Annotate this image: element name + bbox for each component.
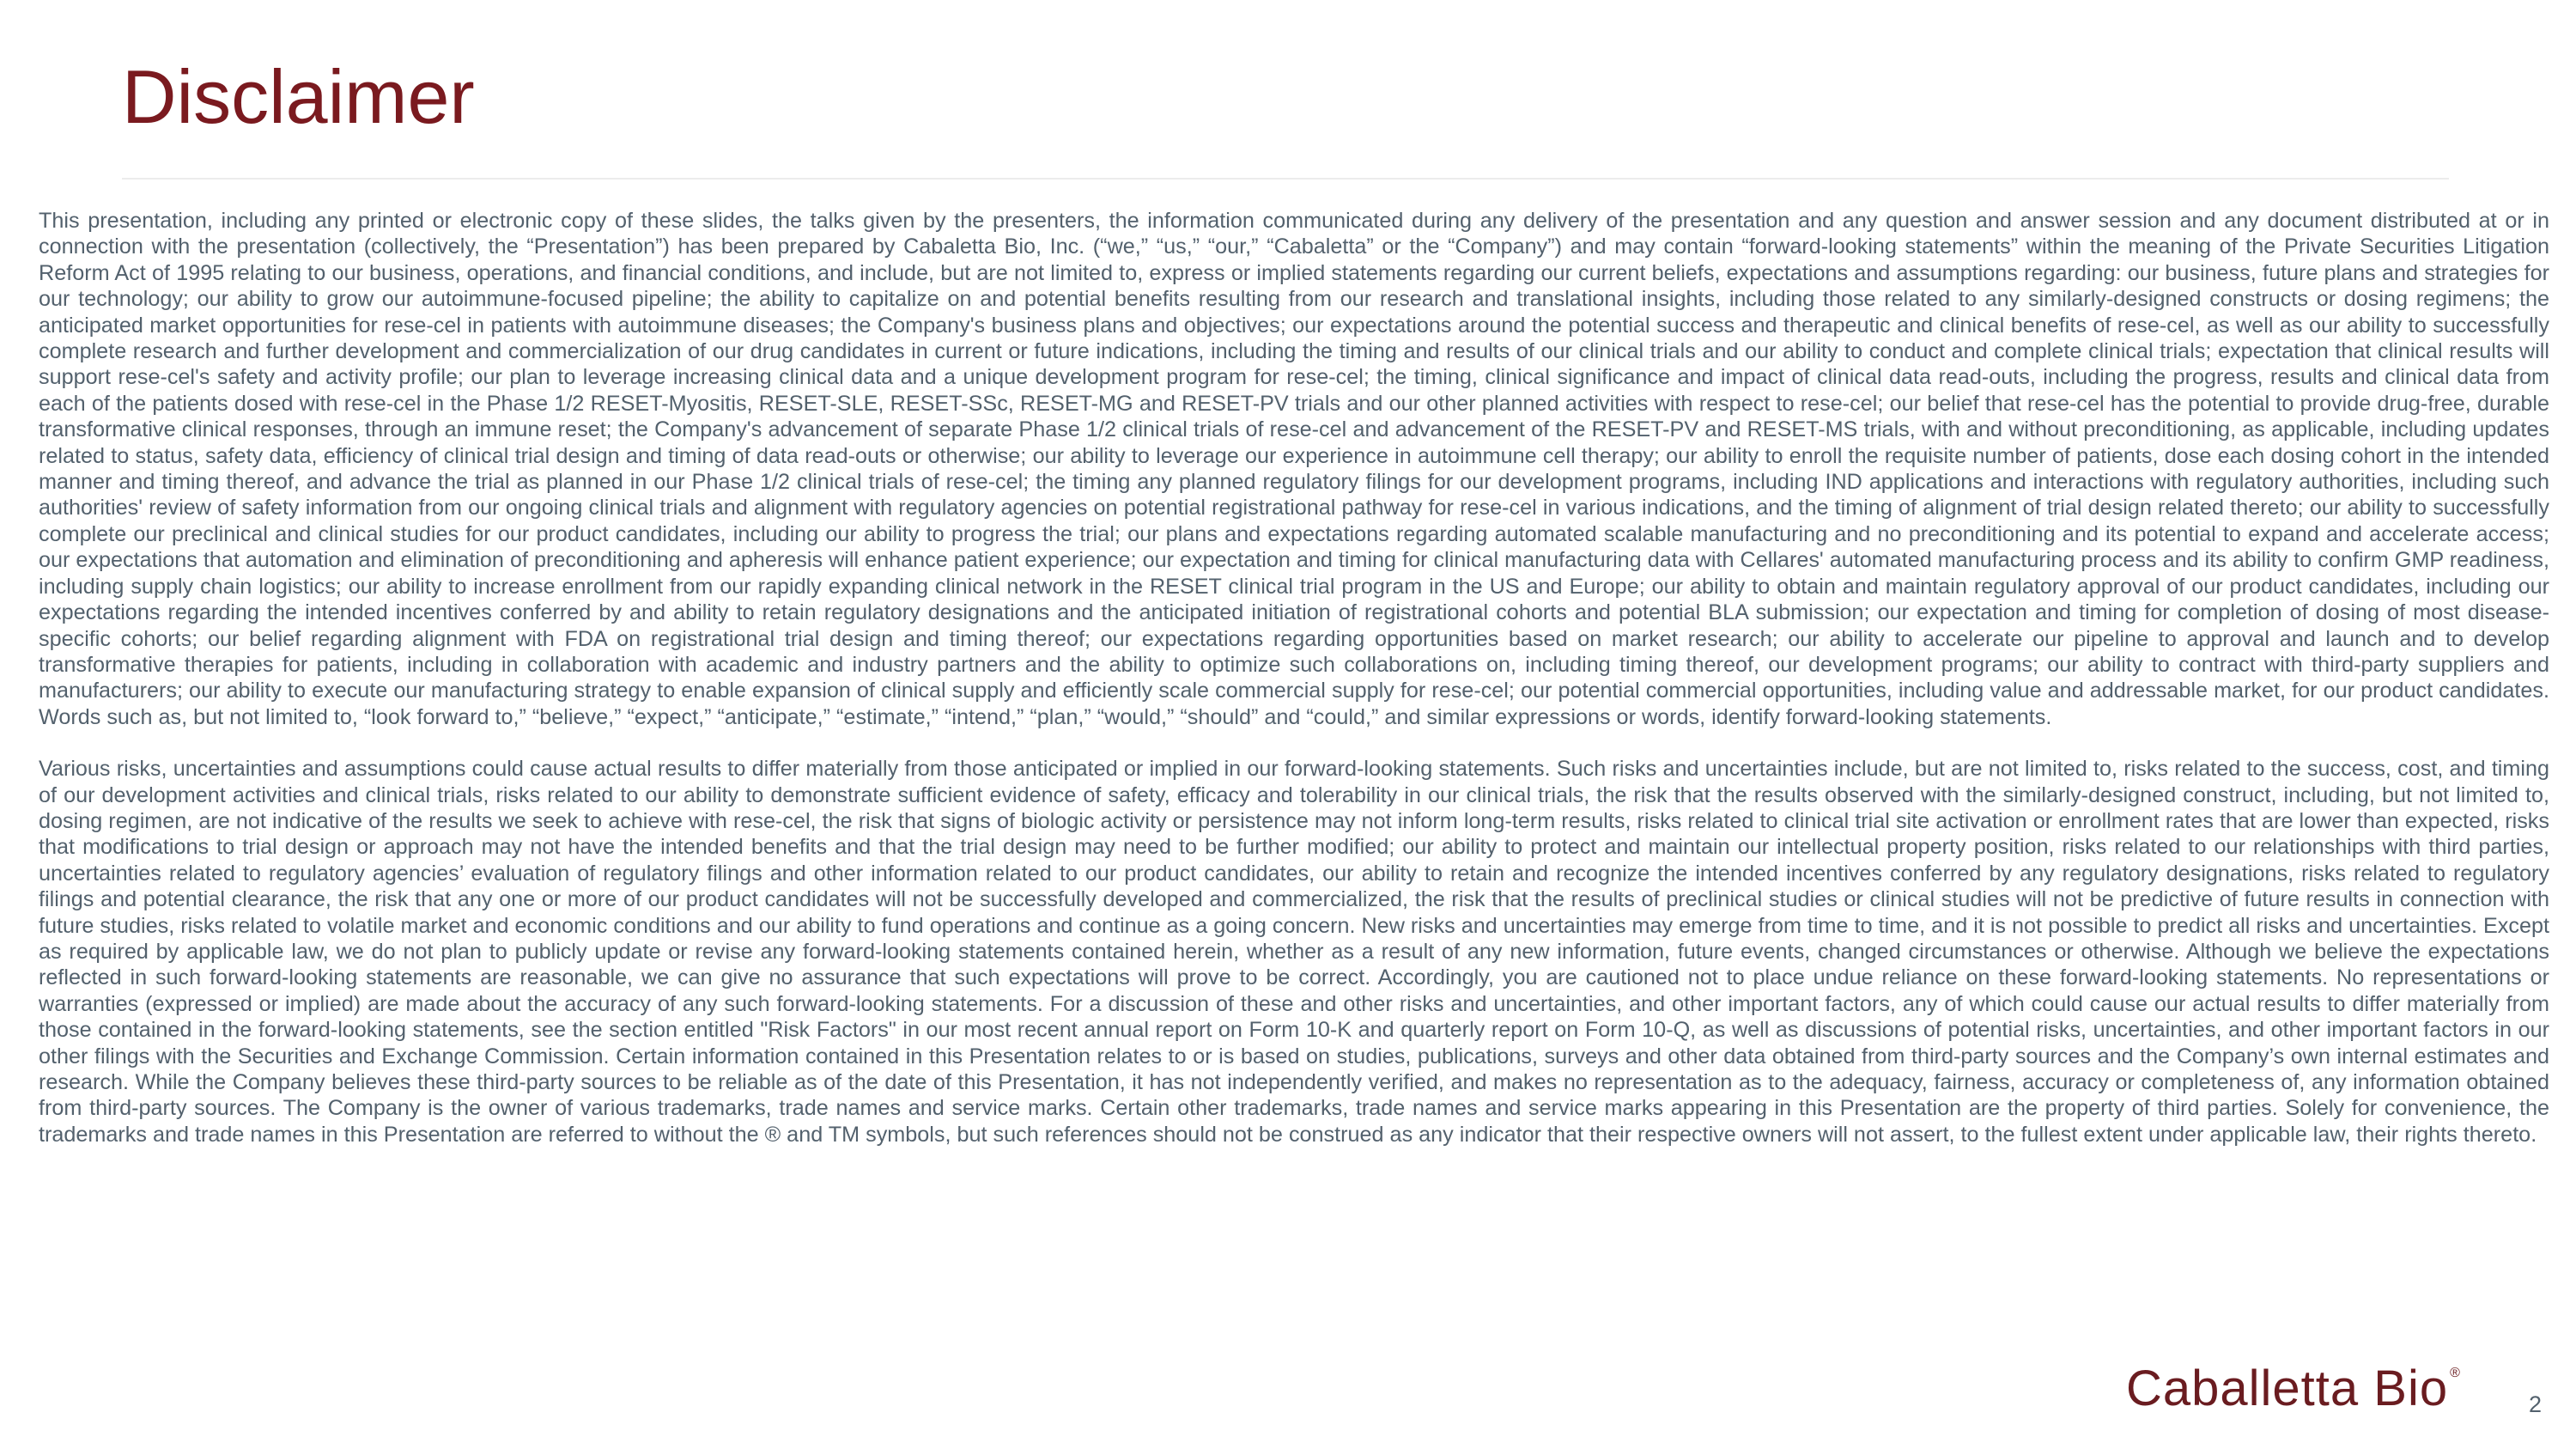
disclaimer-body [39,208,2549,1148]
title-divider [122,178,2449,180]
disclaimer-paragraph-forward-looking: This presentation, including any printed or electronic copy of these slides, the talks given by the presenters, the information communicated during any delivery of the presentation and any question and answer session and any document distributed at or in connection with the presentation (collectively, the “Presentation”) has been prepared by Cabaletta Bio, Inc. (“we,” “us,” “our,” “Cabaletta” or the “Company”) and may contain “forward-looking statements” within the meaning of the Private Securities Litigation Reform Act of 1995 relating to our business, operations, and financial conditions, and include, but are not limited to, express or implied statements regarding our current beliefs, expectations and assumptions regarding: our business, future plans and strategies for our technology; our ability to grow our autoimmune-focused pipeline; the ability to capitalize on and potential benefits resulting from our research and translational insights, including those related to any similarly-designed constructs or dosing regimens; the anticipated market opportunities for rese-cel in patients with autoimmune diseases; the Company's business plans and objectives; our expectations around the potential success and therapeutic and clinical benefits of rese-cel, as well as our ability to successfully complete research and further development and commercialization of our drug candidates in current or future indications, including the timing and results of our clinical trials and our ability to conduct and complete clinical trials; expectation that clinical results will support rese-cel's safety and activity profile; our plan to leverage increasing clinical data and a unique development program for rese-cel; the timing, clinical significance and impact of clinical data read-outs, including the progress, results and clinical data from each of the patients dosed with rese-cel in the Phase 1/2 RESET-Myositis, RESET-SLE, RESET-SSc, RESET-MG and RESET-PV trials and our other planned activities with respect to rese-cel; our belief that rese-cel has the potential to provide drug-free, durable transformative clinical responses, through an immune reset; the Company's advancement of separate Phase 1/2 clinical trials of rese-cel and advancement of the RESET-PV and RESET-MS trials, with and without preconditioning, as applicable, including updates related to status, safety data, efficiency of clinical trial design and timing of data read-outs or otherwise; our ability to leverage our experience in autoimmune cell therapy; our ability to enroll the requisite number of patients, dose each dosing cohort in the intended manner and timing thereof, and advance the trial as planned in our Phase 1/2 clinical trials of rese-cel; the timing any planned regulatory filings for our development programs, including IND applications and interactions with regulatory authorities, including such authorities' review of safety information from our ongoing clinical trials and alignment with regulatory agencies on potential registrational pathway for rese-cel in various indications, and the timing of alignment of trial design related thereto; our ability to successfully complete our preclinical and clinical studies for our product candidates, including our ability to progress the trial; our plans and expectations regarding automated scalable manufacturing and no preconditioning and its potential to expand and accelerate access; our expectations that automation and elimination of preconditioning and apheresis will enhance patient experience; our expectation and timing for clinical manufacturing data with Cellares' automated manufacturing process and its ability to confirm GMP readiness, including supply chain logistics; our ability to increase enrollment from our rapidly expanding clinical network in the RESET clinical trial program in the US and Europe; our ability to obtain and maintain regulatory approval of our product candidates, including our expectations regarding the intended incentives conferred by and ability to retain regulatory designations and the anticipated initiation of registrational cohorts and potential BLA submission; our expectation and timing for completion of dosing of most disease-specific cohorts; our belief regarding alignment with FDA on registrational trial design and timing thereof; our expectations regarding opportunities based on market research; our ability to accelerate our pipeline to approval and launch and to develop transformative therapies for patients, including in collaboration with academic and industry partners and the ability to optimize such collaborations on, including timing thereof, our development programs; our ability to contract with third-party suppliers and manufacturers; our ability to execute our manufacturing strategy to enable expansion of clinical supply and efficiently scale commercial supply for rese-cel; our potential commercial opportunities, including value and addressable market, for our product candidates. Words such as, but not limited to, “look forward to,” “believe,” “expect,” “anticipate,” “estimate,” “intend,” “plan,” “would,” “should” and “could,” and similar expressions or words, identify forward-looking statements. [39,209,2549,729]
page-number: 2 [2529,1391,2543,1417]
disclaimer-paragraph-risks: Various risks, uncertainties and assumptions could cause actual results to differ materially from those anticipated or implied in our forward-looking statements. Such risks and uncertainties include, but are not limited to, risks related to the success, cost, and timing of our development activities and clinical trials, risks related to our ability to demonstrate sufficient evidence of safety, efficacy and tolerability in our clinical trials, the risk that the results observed with the similarly-designed construct, including, but not limited to, dosing regimen, are not indicative of the results we seek to achieve with rese-cel, the risk that signs of biologic activity or persistence may not inform long-term results, risks related to clinical trial site activation or enrollment rates that are lower than expected, risks that modifications to trial design or approach may not have the intended benefits and that the trial design may need to be further modified; our ability to protect and maintain our intellectual property position, risks related to our relationships with third parties, uncertainties related to regulatory agencies’ evaluation of regulatory filings and other information related to our product candidates, our ability to retain and recognize the intended incentives conferred by any regulatory designations, risks related to regulatory filings and potential clearance, the risk that any one or more of our product candidates will not be successfully developed and commercialized, the risk that the results of preclinical studies or clinical studies will not be predictive of future results in connection with future studies, risks related to volatile market and economic conditions and our ability to fund operations and continue as a going concern. New risks and uncertainties may emerge from time to time, and it is not possible to predict all risks and uncertainties. Except as required by applicable law, we do not plan to publicly update or revise any forward-looking statements contained herein, whether as a result of any new information, future events, changed circumstances or otherwise. Although we believe the expectations reflected in such forward-looking statements are reasonable, we can give no assurance that such expectations will prove to be correct. Accordingly, you are cautioned not to place undue reliance on these forward-looking statements. No representations or warranties (expressed or implied) are made about the accuracy of any such forward-looking statements. For a discussion of these and other risks and uncertainties, and other important factors, any of which could cause our actual results to differ materially from those contained in the forward-looking statements, see the section entitled "Risk Factors" in our most recent annual report on Form 10-K and quarterly report on Form 10-Q, as well as discussions of potential risks, uncertainties, and other important factors in our other filings with the Securities and Exchange Commission. Certain information contained in this Presentation relates to or is based on studies, publications, surveys and other data obtained from third-party sources and the Company’s own internal estimates and research. While the Company believes these third-party sources to be reliable as of the date of this Presentation, it has not independently verified, and makes no representation as to the adequacy, fairness, accuracy or completeness of, any information obtained from third-party sources. The Company is the owner of various trademarks, trade names and service marks. Certain other trademarks, trade names and service marks appearing in this Presentation are the property of third parties. Solely for convenience, the trademarks and trade names in this Presentation are referred to without the ® and TM symbols, but such references should not be construed as any indicator that their respective owners will not assert, to the fullest extent under applicable law, their rights thereto. [39,757,2549,1147]
logo-wordmark: Caballetta Bio [2126,1361,2449,1416]
slide-title: Disclaimer [122,54,475,139]
registered-mark: ® [2450,1366,2460,1380]
cabaletta-bio-logo [2126,1363,2460,1415]
